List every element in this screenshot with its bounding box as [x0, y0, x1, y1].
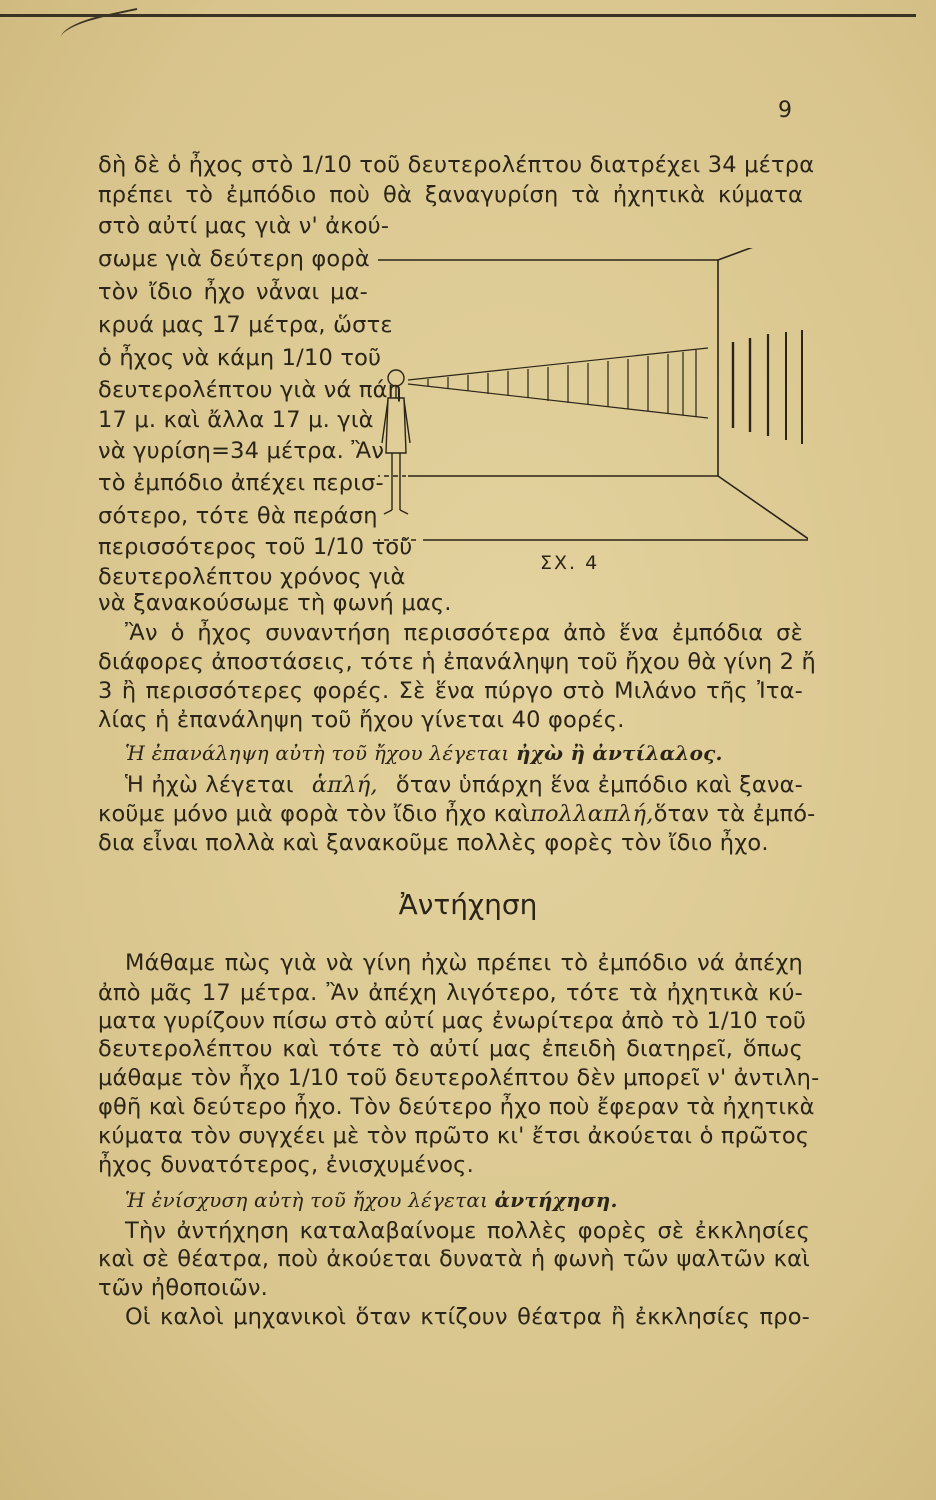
- text-line: δευτερολέπτου γιὰ νά πάη: [98, 377, 403, 403]
- text-line: περισσότερος τοῦ 1/10 τοῦ: [98, 534, 413, 560]
- text-line: ὁ ἦχος νὰ κάμη 1/10 τοῦ: [98, 345, 382, 371]
- text-line: νὰ γυρίση=34 μέτρα. Ἂν: [98, 438, 385, 464]
- text-line: Μάθαμε πὼς γιὰ νὰ γίνη ἠχὼ πρέπει τὸ ἐμπόδιο νά ἀπέχη: [125, 950, 803, 976]
- text-line: τὸ ἐμπόδιο ἀπέχει περισ-: [98, 470, 384, 496]
- text-line: ματα γυρίζουν πίσω στὸ αὐτί μας ἐνωρίτερα ἀπὸ τὸ 1/10 τοῦ: [98, 1008, 807, 1034]
- text-line: σωμε γιὰ δεύτερη φορὰ: [98, 246, 370, 272]
- text-line: ἦχος δυνατότερος, ἐνισχυμένος.: [98, 1152, 474, 1178]
- text-line: τῶν ἠθοποιῶν.: [98, 1275, 268, 1301]
- text-line: δια εἶναι πολλὰ καὶ ξανακοῦμε πολλὲς φορὲς τὸν ἴδιο ἦχο.: [98, 830, 769, 856]
- term-multiple: πολλαπλή,: [530, 801, 654, 827]
- text-line: μάθαμε τὸν ἦχο 1/10 τοῦ δευτερολέπτου δὲν μπορεῖ ν' ἀντιλη-: [98, 1065, 820, 1091]
- text-line: τὸν ἴδιο ἦχο νἆναι μα-: [98, 279, 368, 305]
- text-fragment: ὅταν τὰ ἐμπό-: [653, 801, 816, 827]
- text-line: Τὴν ἀντήχηση καταλαβαίνομε πολλὲς φορὲς σὲ ἐκκλησίες: [125, 1218, 810, 1244]
- text-line: Ἂν ὁ ἦχος συναντήση περισσότερα ἀπὸ ἕνα ἐμπόδια σὲ: [125, 620, 803, 646]
- text-line: 3 ἢ περισσότερες φορές. Σὲ ἕνα πύργο στὸ Μιλάνο τῆς Ἰτα-: [98, 678, 803, 704]
- text-line: δὴ δὲ ὁ ἦχος στὸ 1/10 τοῦ δευτερολέπτου διατρέχει 34 μέτρα: [98, 152, 815, 178]
- section-heading: Ἀντήχηση: [398, 888, 538, 921]
- text-line: πρέπει τὸ ἐμπόδιο ποὺ θὰ ξαναγυρίση τὰ ἠχητικὰ κύματα: [98, 182, 803, 208]
- text-fragment: κοῦμε μόνο μιὰ φορὰ τὸν ἴδιο ἦχο καὶ: [98, 801, 531, 827]
- text-line: νὰ ξανακούσωμε τὴ φωνή μας.: [98, 590, 452, 616]
- text-line: καὶ σὲ θέατρα, ποὺ ἀκούεται δυνατὰ ἡ φωνὴ τῶν ψαλτῶν καὶ: [98, 1246, 810, 1272]
- definition-resonance: [125, 1185, 618, 1215]
- text-fragment: Ἡ ἠχὼ λέγεται: [125, 772, 294, 798]
- text-line: ἀπὸ μᾶς 17 μέτρα. Ἂν ἀπέχη λιγότερο, τότε τὰ ἠχητικὰ κύ-: [98, 980, 803, 1006]
- text-line: σότερο, τότε θὰ περάση: [98, 503, 378, 529]
- figure-caption: ΣΧ. 4: [540, 552, 600, 574]
- figure-echo-diagram: [378, 248, 808, 548]
- text-line: [125, 770, 803, 800]
- text-line: Οἱ καλοὶ μηχανικοὶ ὅταν κτίζουν θέατρα ἢ ἐκκλησίες προ-: [125, 1304, 810, 1330]
- definition-echo: [125, 738, 723, 768]
- term-simple: ἁπλή,: [311, 772, 378, 798]
- text-line: κρυά μας 17 μέτρα, ὥστε: [98, 312, 393, 338]
- text-line: 17 μ. καὶ ἄλλα 17 μ. γιὰ: [98, 407, 374, 433]
- page-number: 9: [778, 98, 792, 123]
- definition-text: Ἡ ἐνίσχυση αὐτὴ τοῦ ἤχου λέγεται: [125, 1188, 489, 1212]
- text-line: κύματα τὸν συγχέει μὲ τὸν πρῶτο κι' ἔτσι ἀκούεται ὁ πρῶτος: [98, 1123, 810, 1149]
- text-line: φθῆ καὶ δεύτερο ἦχο. Τὸν δεύτερο ἦχο ποὺ ἔφεραν τὰ ἠχητικὰ: [98, 1094, 815, 1120]
- text-line: [98, 799, 816, 829]
- text-line: δευτερολέπτου χρόνος γιὰ: [98, 564, 406, 590]
- text-line: λίας ἡ ἐπανάληψη τοῦ ἤχου γίνεται 40 φορές.: [98, 707, 625, 733]
- definition-term: ἀντήχηση.: [494, 1188, 618, 1212]
- definition-text: Ἡ ἐπανάληψη αὐτὴ τοῦ ἤχου λέγεται: [125, 741, 510, 765]
- text-fragment: ὅταν ὑπάρχη ἕνα ἐμπόδιο καὶ ξανα-: [395, 772, 803, 798]
- text-line: δευτερολέπτου καὶ τότε τὸ αὐτί μας ἐπειδὴ διατηρεῖ, ὅπως: [98, 1036, 803, 1062]
- text-line: στὸ αὐτί μας γιὰ ν' ἀκού-: [98, 213, 390, 239]
- definition-term: ἠχὼ ἢ ἀντίλαλος.: [515, 741, 723, 765]
- text-line: διάφορες ἀποστάσεις, τότε ἡ ἐπανάληψη τοῦ ἤχου θὰ γίνη 2 ἤ: [98, 649, 816, 675]
